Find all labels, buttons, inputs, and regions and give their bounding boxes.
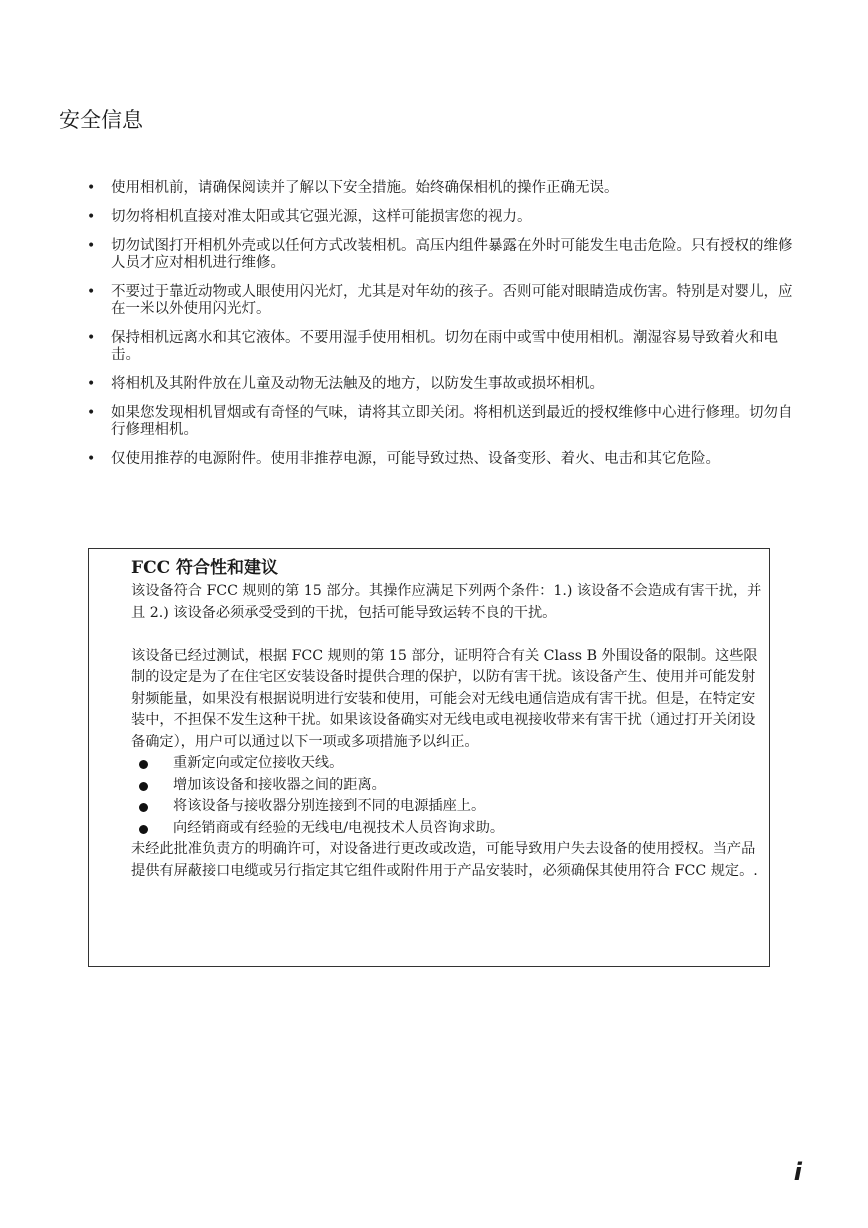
fcc-measures-list	[131, 753, 763, 839]
safety-item-text: 如果您发现相机冒烟或有奇怪的气味，请将其立即关闭。将相机送到最近的授权维修中心进行修理。切勿自行修理相机。	[111, 405, 793, 438]
bullet-icon	[139, 760, 148, 769]
bullet-icon: •	[87, 284, 96, 300]
fcc-measure-text: 将该设备与接收器分别连接到不同的电源插座上。	[173, 798, 486, 814]
safety-item-text: 保持相机远离水和其它液体。不要用湿手使用相机。切勿在雨中或雪中使用相机。潮湿容易导致着火和电击。	[111, 330, 778, 363]
fcc-measure-text: 增加该设备和接收器之间的距离。	[173, 776, 386, 793]
safety-item-text: 将相机及其附件放在儿童及动物无法触及的地方，以防发生事故或损坏相机。	[111, 376, 604, 392]
bullet-icon	[139, 825, 148, 834]
bullet-icon: •	[87, 330, 96, 346]
fcc-measure-item	[131, 775, 763, 797]
safety-item	[84, 330, 804, 364]
fcc-title: FCC 符合性和建议	[131, 558, 279, 578]
safety-item-text: 切勿将相机直接对准太阳或其它强光源，这样可能损害您的视力。	[111, 209, 532, 225]
safety-item-text: 使用相机前，请确保阅读并了解以下安全措施。始终确保相机的操作正确无误。	[111, 180, 619, 196]
fcc-measure-item	[131, 753, 763, 775]
safety-item	[84, 451, 804, 468]
bullet-icon	[139, 782, 148, 791]
safety-item	[84, 238, 804, 272]
fcc-measure-item	[131, 796, 763, 818]
fcc-measure-text: 向经销商或有经验的无线电/电视技术人员咨询求助。	[173, 819, 505, 836]
fcc-measure-text: 重新定向或定位接收天线。	[173, 755, 344, 771]
safety-item	[84, 284, 804, 318]
safety-item-text: 仅使用推荐的电源附件。使用非推荐电源，可能导致过热、设备变形、着火、电击和其它危险。	[111, 451, 720, 467]
fcc-measure-item	[131, 818, 763, 840]
fcc-paragraph-2: 该设备已经过测试，根据 FCC 规则的第 15 部分，证明符合有关 Class B 外围设备的限制。这些限制的设定是为了在住宅区安装设备时提供合理的保护，以防有害干扰。该设备产生、使用并可能发射射频能量，如果没有根据说明进行安装和使用，可能会对无线电通信造成有害干扰。但是，在特定安装中，不担保不发生这种干扰。如果该设备确实对无线电或电视接收带来有害干扰（通过打开关闭设备确定），用户可以通过以下一项或多项措施予以纠正。	[131, 647, 758, 750]
bullet-icon	[139, 803, 148, 812]
fcc-content	[131, 557, 763, 882]
safety-item	[84, 405, 804, 439]
page-number: i	[793, 1158, 802, 1186]
safety-list	[84, 180, 804, 480]
bullet-icon: •	[87, 405, 96, 421]
bullet-icon: •	[87, 209, 96, 225]
safety-item-text: 切勿试图打开相机外壳或以任何方式改装相机。高压内组件暴露在外时可能发生电击危险。只有授权的维修人员才应对相机进行维修。	[111, 238, 793, 271]
safety-item	[84, 180, 804, 197]
bullet-icon: •	[87, 180, 96, 196]
fcc-paragraph-3: 未经此批准负责方的明确许可，对设备进行更改或改造，可能导致用户失去设备的使用授权。当产品提供有屏蔽接口电缆或另行指定其它组件或附件用于产品安装时，必须确保其使用符合 FCC 规定。.	[131, 841, 758, 879]
safety-item	[84, 376, 804, 393]
fcc-paragraph-1: 该设备符合 FCC 规则的第 15 部分。其操作应满足下列两个条件：1.) 该设备不会造成有害干扰，并且 2.) 该设备必须承受受到的干扰，包括可能导致运转不良的干扰。	[131, 583, 762, 621]
safety-item	[84, 209, 804, 226]
bullet-icon: •	[87, 238, 96, 254]
safety-item-text: 不要过于靠近动物或人眼使用闪光灯，尤其是对年幼的孩子。否则可能对眼睛造成伤害。特别是对婴儿，应在一米以外使用闪光灯。	[111, 284, 793, 317]
page-title: 安全信息	[59, 108, 143, 132]
paragraph-spacer	[131, 624, 763, 646]
fcc-compliance-box	[88, 548, 770, 967]
bullet-icon: •	[87, 376, 96, 392]
bullet-icon: •	[87, 451, 96, 467]
